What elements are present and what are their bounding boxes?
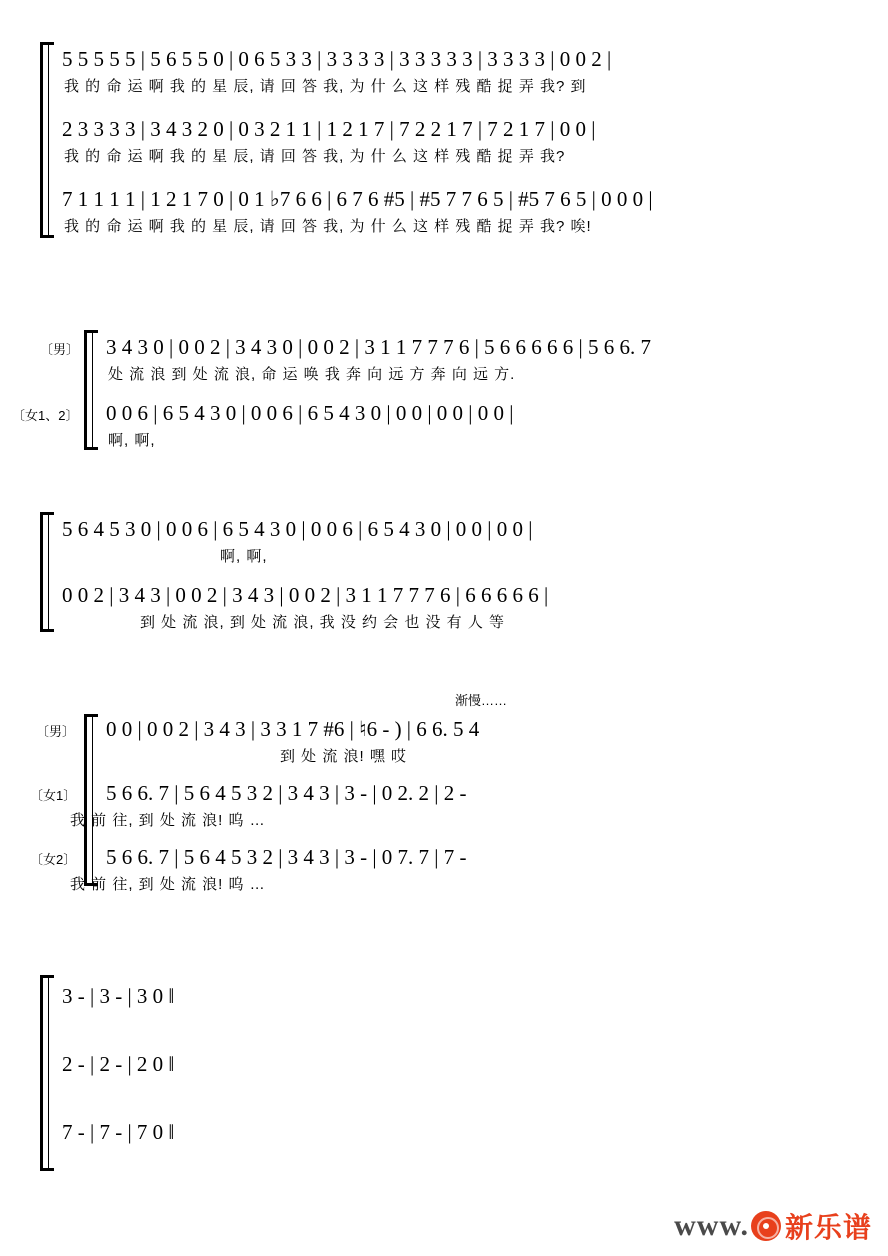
staff-2-notes: 5 6 6. 7 | 5 6 4 5 3 2 | 3 4 3 | 3 - | 0 2. 2 | 2 -: [106, 781, 467, 805]
staff-2-notes: 0 0 6 | 6 5 4 3 0 | 0 0 6 | 6 5 4 3 0 | 0 0 | 0 0 | 0 0 |: [106, 401, 514, 425]
part-label-female-12: 〔女1、2〕: [12, 408, 79, 423]
system-1: [40, 42, 860, 272]
system-2: [12, 330, 860, 480]
system-brace: [40, 975, 54, 1171]
tempo-mark: 渐慢……: [455, 693, 508, 708]
system-3: [40, 512, 860, 652]
staff-1-notes: 3 4 3 0 | 0 0 2 | 3 4 3 0 | 0 0 2 | 3 1 1 7 7 7 6 | 5 6 6 6 6 6 | 5 6 6. 7: [106, 335, 651, 359]
staff-2-lyrics: 啊, 啊,: [108, 432, 156, 449]
staff-3-lyrics: 我 的 命 运 啊 我 的 星 辰, 请 回 答 我, 为 什 么 这 样 残 酷 捉 弄 我? 唉!: [64, 218, 592, 235]
site-watermark: [674, 1206, 872, 1246]
staff-3-lyrics: 我 前 往, 到 处 流 浪! 呜 …: [70, 876, 266, 893]
part-label-female-2: 〔女2〕: [30, 852, 77, 867]
staff-1-lyrics: 我 的 命 运 啊 我 的 星 辰, 请 回 答 我, 为 什 么 这 样 残 酷 捉 弄 我? 到: [64, 78, 587, 95]
staff-1-notes: 0 0 | 0 0 2 | 3 4 3 | 3 3 1 7 #6 | ♮6 - ) | 6 6. 5 4: [106, 717, 480, 741]
watermark-url: www.: [674, 1209, 749, 1242]
staff-3-notes: 5 6 6. 7 | 5 6 4 5 3 2 | 3 4 3 | 3 - | 0 7. 7 | 7 -: [106, 845, 467, 869]
part-label-male-1: 〔男〕: [40, 342, 80, 357]
part-label-male-2: 〔男〕: [36, 724, 76, 739]
system-5: [40, 975, 370, 1175]
staff-1-notes: 5 5 5 5 5 | 5 6 5 5 0 | 0 6 5 3 3 | 3 3 3 3 | 3 3 3 3 3 | 3 3 3 3 | 0 0 2 |: [62, 47, 612, 71]
staff-2-notes: 2 - | 2 - | 2 0 ‖: [62, 1052, 175, 1076]
part-label-female-1: 〔女1〕: [30, 788, 77, 803]
staff-2-lyrics: 我 的 命 运 啊 我 的 星 辰, 请 回 答 我, 为 什 么 这 样 残 酷 捉 弄 我?: [64, 148, 566, 165]
staff-2-lyrics: 我 前 往, 到 处 流 浪! 呜 …: [70, 812, 266, 829]
staff-1-notes: 3 - | 3 - | 3 0 ‖: [62, 984, 175, 1008]
staff-3-notes: 7 1 1 1 1 | 1 2 1 7 0 | 0 1 ♭7 6 6 | 6 7 6 #5 | #5 7 7 6 5 | #5 7 6 5 | 0 0 0 |: [62, 187, 653, 211]
staff-2-lyrics: 到 处 流 浪, 到 处 流 浪, 我 没 约 会 也 没 有 人 等: [140, 614, 506, 631]
staff-1-lyrics: 啊, 啊,: [220, 548, 268, 565]
staff-3-notes: 7 - | 7 - | 7 0 ‖: [62, 1120, 175, 1144]
staff-1-lyrics: 处 流 浪 到 处 流 浪, 命 运 唤 我 奔 向 远 方 奔 向 远 方.: [108, 366, 516, 383]
system-brace: [84, 330, 98, 450]
staff-1-notes: 5 6 4 5 3 0 | 0 0 6 | 6 5 4 3 0 | 0 0 6 | 6 5 4 3 0 | 0 0 | 0 0 |: [62, 517, 533, 541]
staff-1-lyrics: 到 处 流 浪! 嘿 哎: [280, 748, 408, 765]
system-brace: [40, 42, 54, 238]
vinyl-disc-icon: [751, 1211, 781, 1241]
watermark-brand: 新乐谱: [784, 1212, 872, 1243]
staff-2-notes: 0 0 2 | 3 4 3 | 0 0 2 | 3 4 3 | 0 0 2 | 3 1 1 7 7 7 6 | 6 6 6 6 6 |: [62, 583, 549, 607]
staff-2-notes: 2 3 3 3 3 | 3 4 3 2 0 | 0 3 2 1 1 | 1 2 1 7 | 7 2 2 1 7 | 7 2 1 7 | 0 0 |: [62, 117, 596, 141]
system-brace: [40, 512, 54, 632]
system-4: [30, 690, 860, 910]
system-brace: [84, 714, 98, 886]
